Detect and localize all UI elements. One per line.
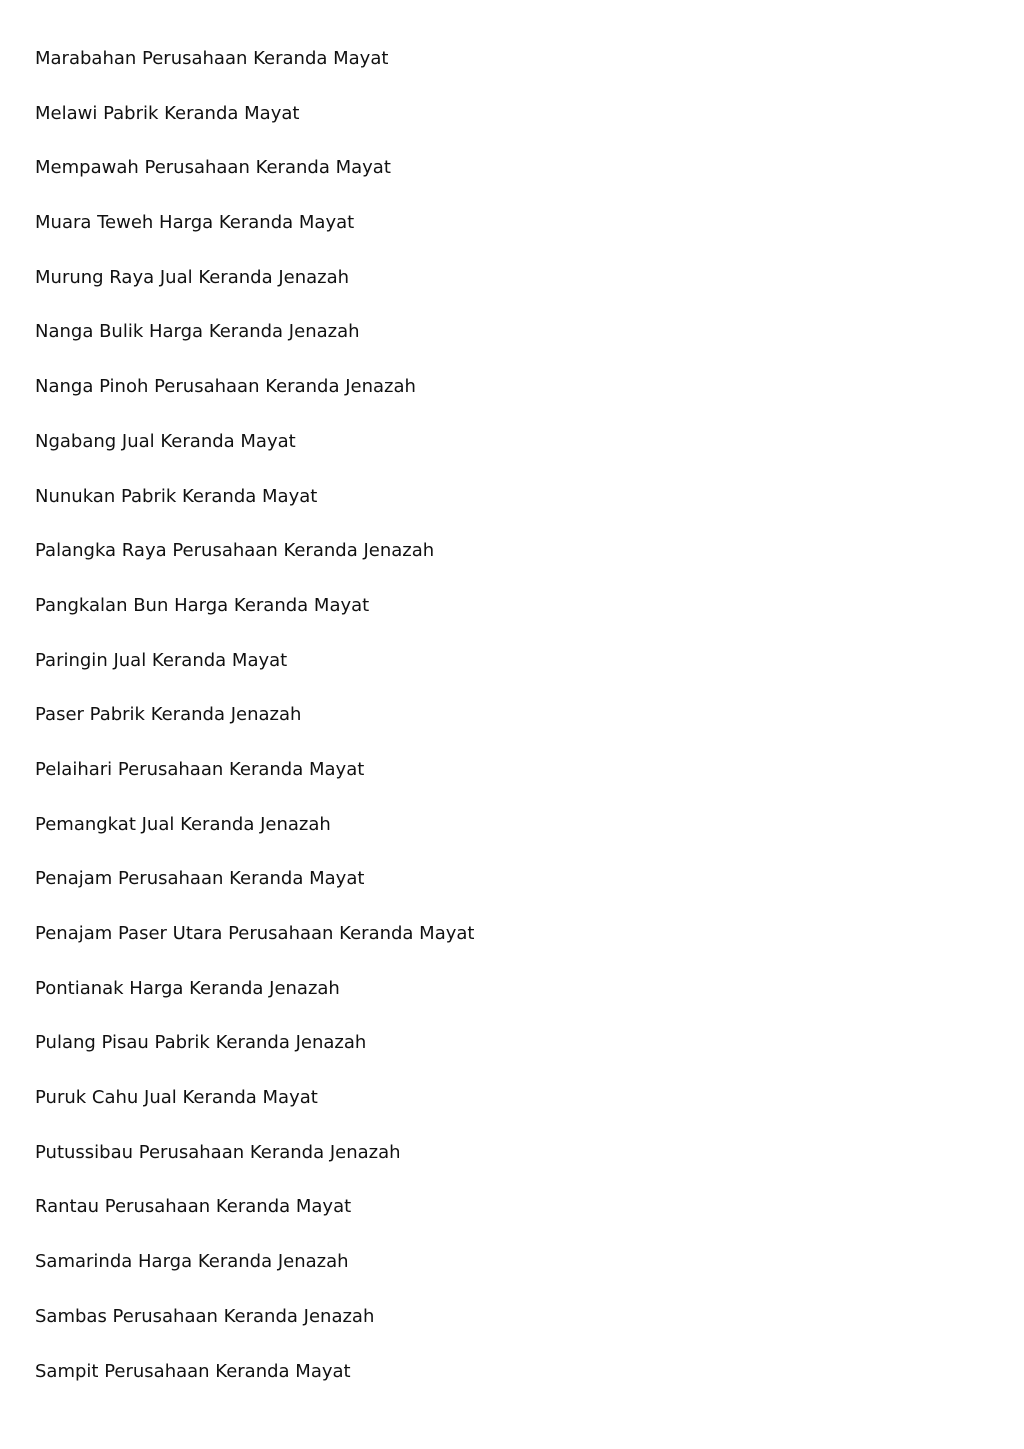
list-item: Palangka Raya Perusahaan Keranda Jenazah <box>35 540 435 562</box>
list-item: Nanga Bulik Harga Keranda Jenazah <box>35 321 360 343</box>
list-item: Penajam Paser Utara Perusahaan Keranda Mayat <box>35 923 475 944</box>
list-item: Pelaihari Perusahaan Keranda Mayat <box>35 758 365 780</box>
list-item: Murung Raya Jual Keranda Jenazah <box>35 266 350 288</box>
keyword-list <box>35 45 474 1412</box>
list-item: Sampit Perusahaan Keranda Mayat <box>35 1360 351 1382</box>
list-item: Puruk Cahu Jual Keranda Mayat <box>35 1087 318 1109</box>
list-item: Pulang Pisau Pabrik Keranda Jenazah <box>35 1032 367 1054</box>
list-item: Pontianak Harga Keranda Jenazah <box>35 977 340 999</box>
list-item: Sambas Perusahaan Keranda Jenazah <box>35 1305 375 1327</box>
list-item: Paser Pabrik Keranda Jenazah <box>35 704 302 726</box>
list-item: Penajam Perusahaan Keranda Mayat <box>35 868 365 890</box>
list-item: Rantau Perusahaan Keranda Mayat <box>35 1196 352 1218</box>
list-item: Melawi Pabrik Keranda Mayat <box>35 102 300 124</box>
list-item: Marabahan Perusahaan Keranda Mayat <box>35 48 389 69</box>
list-item: Nunukan Pabrik Keranda Mayat <box>35 485 318 507</box>
list-item: Pemangkat Jual Keranda Jenazah <box>35 813 331 835</box>
list-item: Paringin Jual Keranda Mayat <box>35 649 288 671</box>
list-item: Putussibau Perusahaan Keranda Jenazah <box>35 1141 401 1163</box>
list-item: Pangkalan Bun Harga Keranda Mayat <box>35 594 370 616</box>
list-item: Ngabang Jual Keranda Mayat <box>35 430 296 452</box>
list-item: Samarinda Harga Keranda Jenazah <box>35 1251 349 1273</box>
list-item: Muara Teweh Harga Keranda Mayat <box>35 212 355 234</box>
list-item: Nanga Pinoh Perusahaan Keranda Jenazah <box>35 376 416 398</box>
list-item: Mempawah Perusahaan Keranda Mayat <box>35 157 391 179</box>
